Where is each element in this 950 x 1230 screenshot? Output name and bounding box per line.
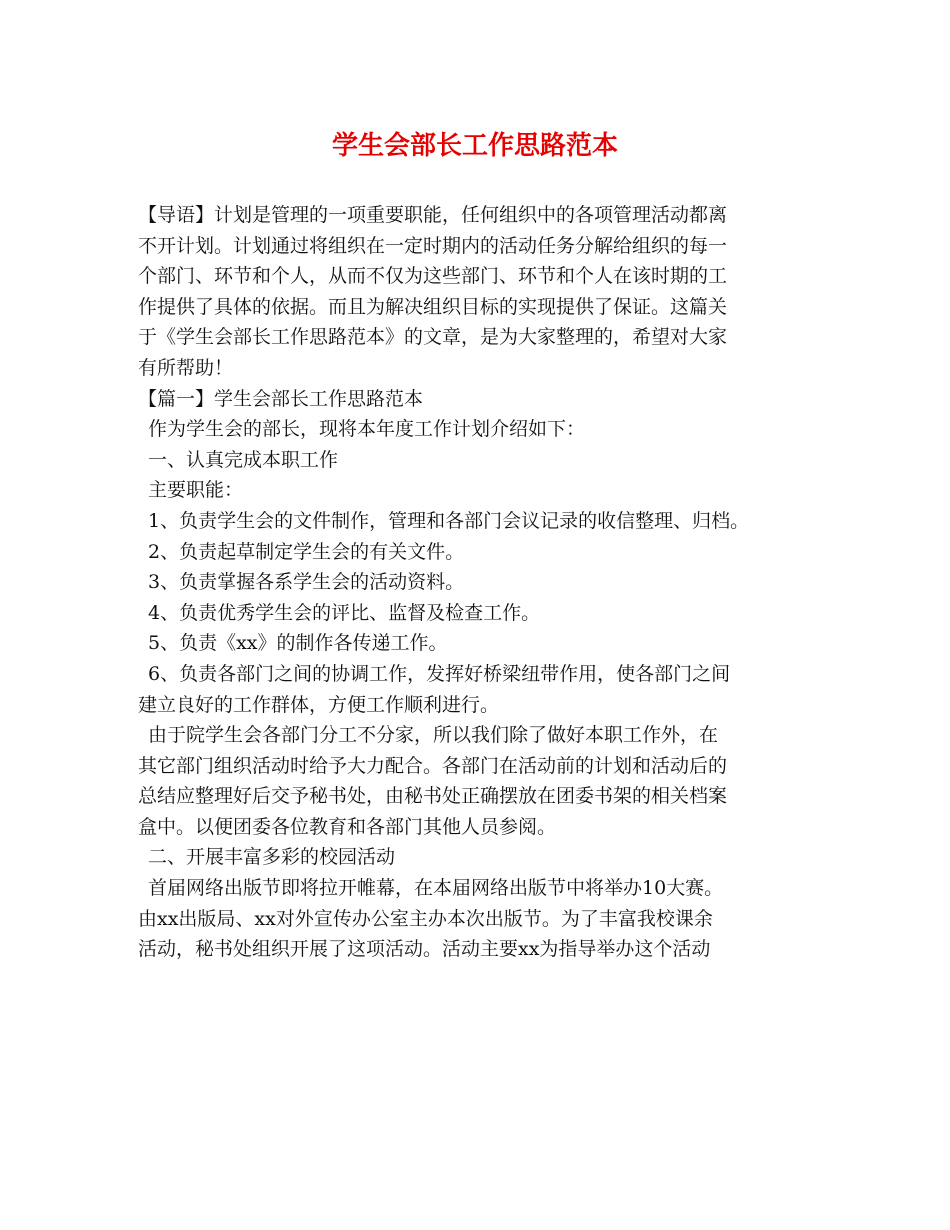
section-heading: 【篇一】学生会部长工作思路范本 [138, 387, 424, 410]
paragraph-line: 总结应整理好后交予秘书处，由秘书处正确摆放在团委书架的相关档案 [138, 785, 728, 808]
document-body [138, 200, 818, 965]
paragraph-line: 作提供了具体的依据。而且为解决组织目标的实现提供了保证。这篇关 [138, 295, 728, 318]
list-item: 1、负责学生会的文件制作，管理和各部门会议记录的收信整理、归档。 [148, 509, 750, 532]
document-title: 学生会部长工作思路范本 [331, 131, 618, 161]
paragraph-line: 活动，秘书处组织开展了这项活动。活动主要xx为指导举办这个活动 [138, 938, 711, 961]
paragraph-line: 由xx出版局、xx对外宣传办公室主办本次出版节。为了丰富我校课余 [138, 907, 713, 930]
paragraph-line: 有所帮助！ [138, 356, 234, 379]
paragraph-line: 盒中。以便团委各位教育和各部门其他人员参阅。 [138, 815, 557, 838]
paragraph-line: 作为学生会的部长，现将本年度工作计划介绍如下： [148, 418, 586, 441]
paragraph-line: 不开计划。计划通过将组织在一定时期内的活动任务分解给组织的每一 [138, 234, 728, 257]
list-item: 2、负责起草制定学生会的有关文件。 [148, 540, 465, 563]
paragraph-line: 由于院学生会各部门分工不分家，所以我们除了做好本职工作外，在 [148, 724, 719, 747]
paragraph-line: 个部门、环节和个人，从而不仅为这些部门、环节和个人在该时期的工 [138, 265, 728, 288]
subsection-heading: 二、开展丰富多彩的校园活动 [148, 846, 396, 869]
paragraph-line: 【导语】计划是管理的一项重要职能，任何组织中的各项管理活动都离 [138, 204, 728, 226]
paragraph-line: 首届网络出版节即将拉开帷幕，在本届网络出版节中将举办10大赛。 [148, 877, 724, 900]
list-item: 4、负责优秀学生会的评比、监督及检查工作。 [148, 601, 541, 624]
list-item: 6、负责各部门之间的协调工作，发挥好桥梁纽带作用，使各部门之间 [148, 662, 731, 685]
list-item: 3、负责掌握各系学生会的活动资料。 [148, 571, 465, 594]
list-item: 5、负责《xx》的制作各传递工作。 [148, 632, 448, 655]
paragraph-line: 其它部门组织活动时给予大力配合。各部门在活动前的计划和活动后的 [138, 754, 728, 777]
paragraph-line: 于《学生会部长工作思路范本》的文章，是为大家整理的，希望对大家 [138, 326, 728, 349]
subsection-heading: 一、认真完成本职工作 [148, 448, 339, 471]
list-item-continuation: 建立良好的工作群体，方便工作顺利进行。 [138, 693, 500, 716]
paragraph-line: 主要职能： [148, 479, 244, 502]
